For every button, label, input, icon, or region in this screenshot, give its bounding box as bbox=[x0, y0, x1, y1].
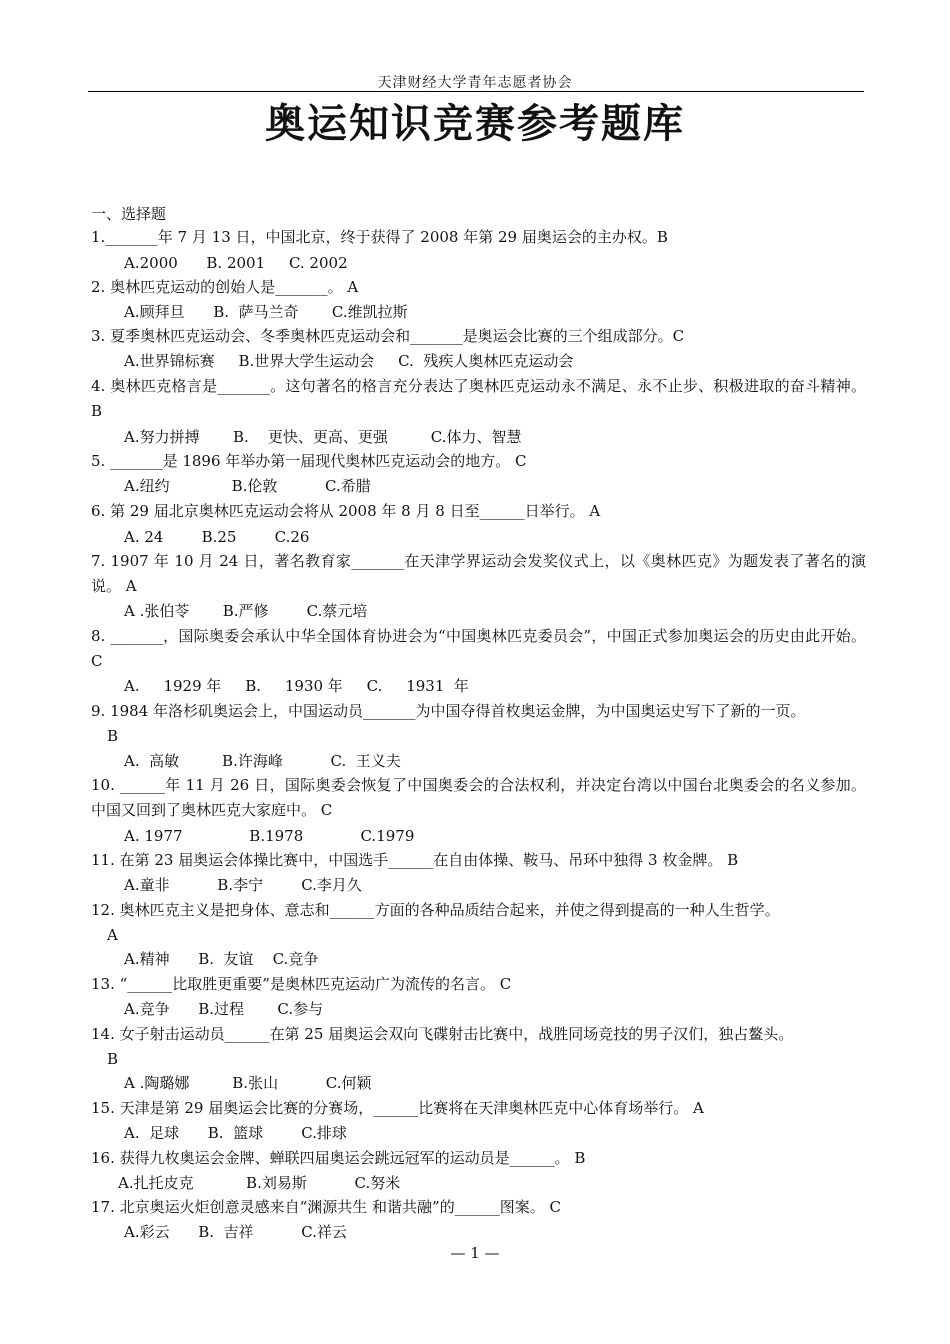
question-3-text: 3. 夏季奥林匹克运动会、冬季奥林匹克运动会和_______是奥运会比赛的三个组成部分。C bbox=[91, 327, 685, 345]
question-4-text: 4. 奥林匹克格言是_______。这句著名的格言充分表达了奥林匹克运动永不满足、永不止步、积极进取的奋斗精神。 B bbox=[91, 377, 866, 420]
question-16-options: A.扎托皮克 B.刘易斯 C.努米 bbox=[118, 1174, 401, 1192]
question-14-text: 14. 女子射击运动员______在第 25 届奥运会双向飞碟射击比赛中，战胜同场竞技的男子汉们，独占鳌头。 bbox=[91, 1025, 794, 1043]
question-5-options: A.纽约 B.伦敦 C.希腊 bbox=[124, 477, 371, 495]
document-title: 奥运知识竞赛参考题库 bbox=[265, 101, 685, 147]
question-15-text: 15. 天津是第 29 届奥运会比赛的分赛场，______比赛将在天津奥林匹克中心体育场举行。 A bbox=[91, 1099, 704, 1117]
question-7-options: A .张伯苓 B.严修 C.蔡元培 bbox=[124, 602, 368, 620]
question-1-options: A.2000 B. 2001 C. 2002 bbox=[124, 254, 348, 272]
question-10-options: A. 1977 B.1978 C.1979 bbox=[124, 827, 415, 845]
question-4-options: A.努力拼搏 B. 更快、更高、更强 C.体力、智慧 bbox=[124, 428, 522, 446]
question-9-text: 9. 1984 年洛杉矶奥运会上，中国运动员_______为中国夺得首枚奥运金牌，为中国奥运史写下了新的一页。 bbox=[91, 702, 806, 720]
question-8-text: 8. _______，国际奥委会承认中华全国体育协进会为“中国奥林匹克委员会”，中国正式参加奥运会的历史由此开始。 C bbox=[91, 627, 866, 670]
question-14-options: A .陶璐娜 B.张山 C.何颖 bbox=[124, 1074, 372, 1092]
question-1-text: 1._______年 7 月 13 日，中国北京，终于获得了 2008 年第 29 届奥运会的主办权。B bbox=[91, 228, 668, 246]
question-8-options: A. 1929 年 B. 1930 年 C. 1931 年 bbox=[124, 677, 469, 695]
page-number: — 1 — bbox=[450, 1244, 500, 1262]
question-13-text: 13. “______比取胜更重要”是奥林匹克运动广为流传的名言。 C bbox=[91, 975, 512, 993]
question-6-text: 6. 第 29 届北京奥林匹克运动会将从 2008 年 8 月 8 日至______日举行。 A bbox=[91, 502, 601, 520]
question-10-text: 10. ______年 11 月 26 日，国际奥委会恢复了中国奥委会的合法权利，并决定台湾以中国台北奥委会的名义参加。中国又回到了奥林匹克大家庭中。 C bbox=[91, 776, 866, 819]
question-11-options: A.童非 B.李宁 C.李月久 bbox=[124, 876, 362, 894]
question-2-text: 2. 奥林匹克运动的创始人是_______。 A bbox=[91, 278, 359, 296]
section-heading: 一、选择题 bbox=[91, 205, 167, 223]
question-11-text: 11. 在第 23 届奥运会体操比赛中，中国选手______在自由体操、鞍马、吊环中独得 3 枚金牌。 B bbox=[91, 851, 739, 869]
question-13-options: A.竞争 B.过程 C.参与 bbox=[124, 1000, 324, 1018]
question-2-options: A.顾拜旦 B. 萨马兰奇 C.维凯拉斯 bbox=[124, 303, 408, 321]
question-15-options: A. 足球 B. 篮球 C.排球 bbox=[124, 1124, 347, 1142]
question-9-answer: B bbox=[107, 727, 119, 745]
question-16-text: 16. 获得九枚奥运会金牌、蝉联四届奥运会跳远冠军的运动员是______。 B bbox=[91, 1149, 586, 1167]
header-organization: 天津财经大学青年志愿者协会 bbox=[377, 75, 573, 91]
question-12-options: A.精神 B. 友谊 C.竞争 bbox=[124, 950, 319, 968]
question-5-text: 5. _______是 1896 年举办第一届现代奥林匹克运动会的地方。 C bbox=[91, 452, 527, 470]
question-12-text: 12. 奥林匹克主义是把身体、意志和______方面的各种品质结合起来，并使之得到提高的一种人生哲学。 bbox=[91, 901, 780, 919]
question-9-options: A. 高敏 B.许海峰 C. 王义夫 bbox=[124, 752, 401, 770]
question-7-text: 7. 1907 年 10 月 24 日，著名教育家_______在天津学界运动会发奖仪式上，以《奥林匹克》为题发表了著名的演说。 A bbox=[91, 552, 866, 595]
question-6-options: A. 24 B.25 C.26 bbox=[124, 528, 310, 546]
question-3-options: A.世界锦标赛 B.世界大学生运动会 C. 残疾人奥林匹克运动会 bbox=[124, 352, 574, 370]
question-17-text: 17. 北京奥运火炬创意灵感来自“渊源共生 和谐共融”的______图案。 C bbox=[91, 1198, 561, 1216]
question-17-options: A.彩云 B. 吉祥 C.祥云 bbox=[124, 1223, 347, 1241]
question-12-answer: A bbox=[107, 926, 118, 944]
question-14-answer: B bbox=[107, 1050, 119, 1068]
